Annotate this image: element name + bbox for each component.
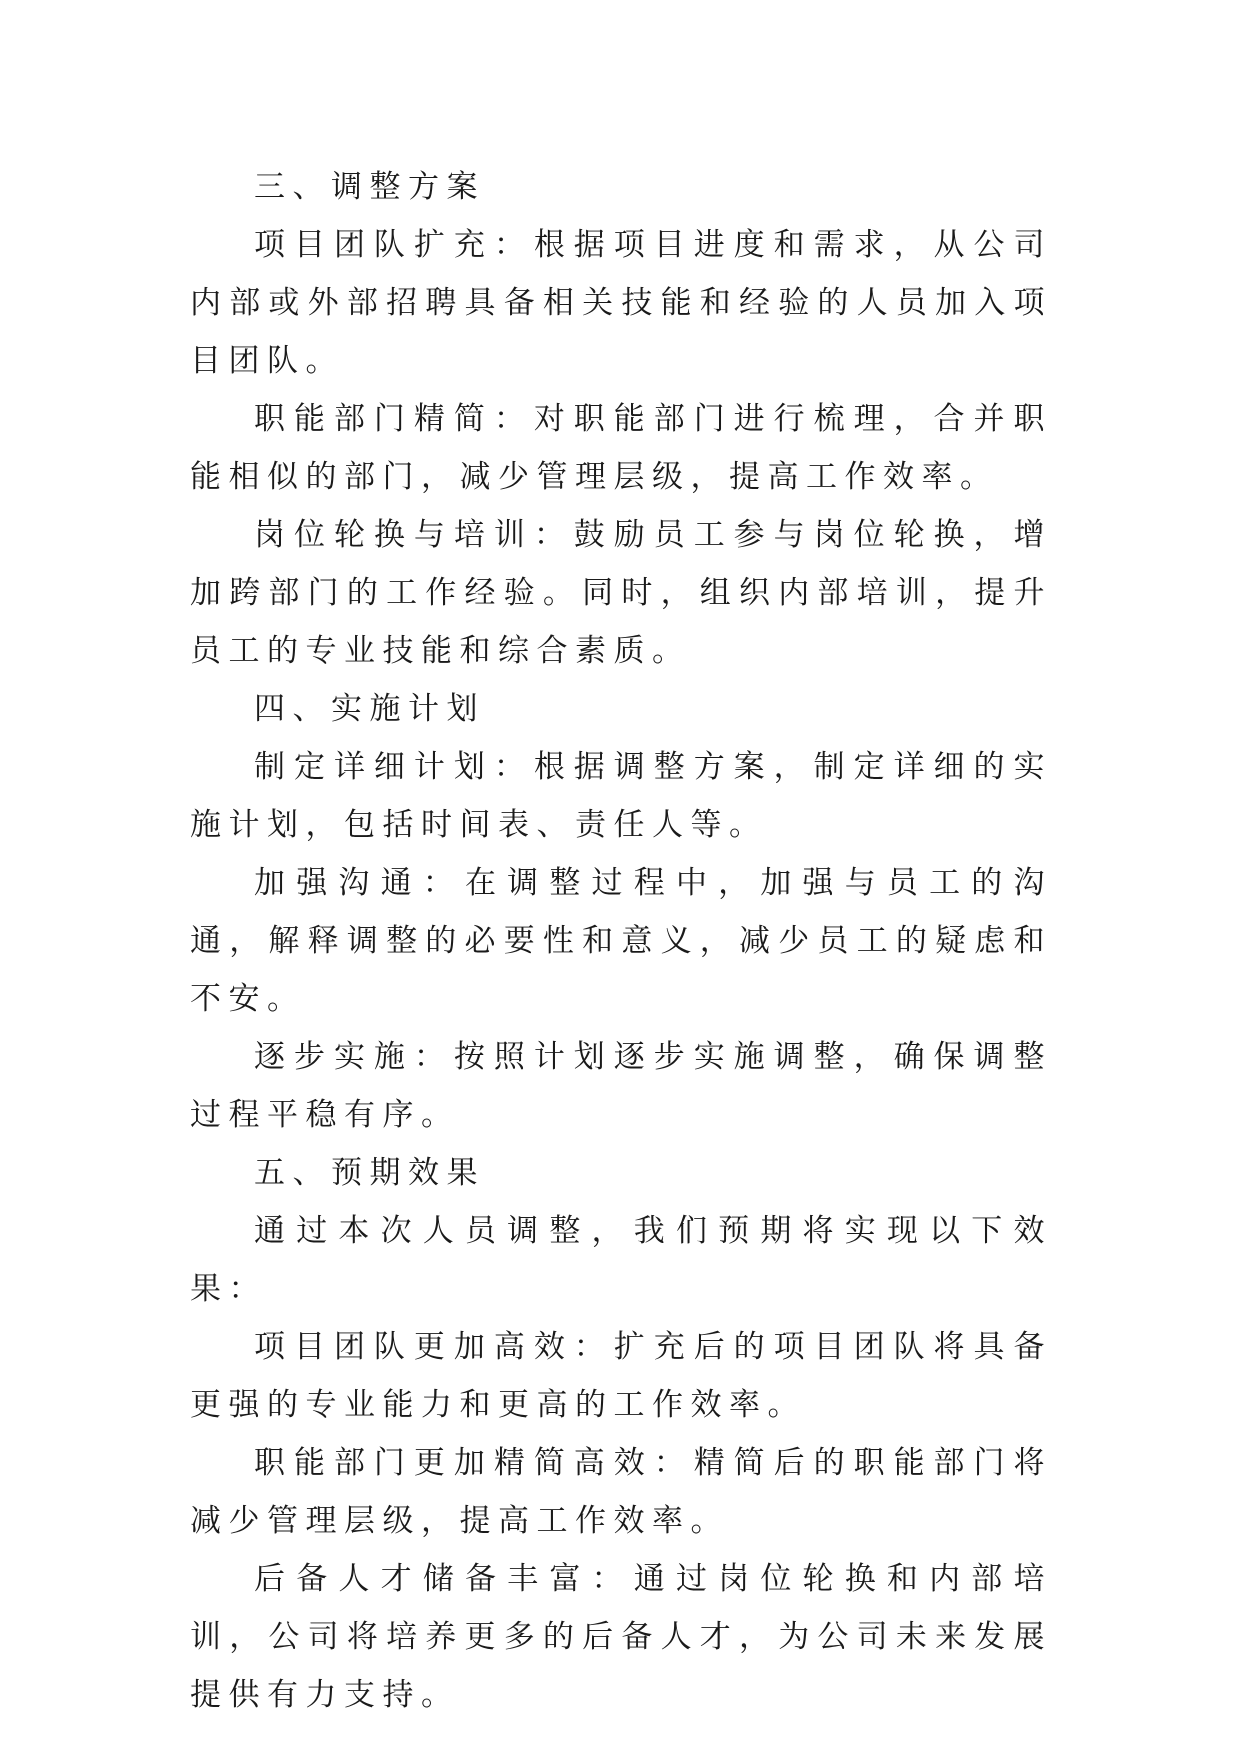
paragraph-department-streamlining: 职能部门精简：对职能部门进行梳理，合并职能相似的部门，减少管理层级，提高工作效率。 [190,401,1052,495]
paragraph-team-expansion: 项目团队扩充：根据项目进度和需求，从公司内部或外部招聘具备相关技能和经验的人员加入项目团队。 [190,227,1052,379]
paragraph-department-efficiency: 职能部门更加精简高效：精简后的职能部门将减少管理层级，提高工作效率。 [190,1445,1052,1539]
paragraph-results-intro: 通过本次人员调整，我们预期将实现以下效果： [190,1213,1052,1307]
paragraph-team-efficiency: 项目团队更加高效：扩充后的项目团队将具备更强的专业能力和更高的工作效率。 [190,1329,1052,1423]
paragraph-gradual-implementation: 逐步实施：按照计划逐步实施调整，确保调整过程平稳有序。 [190,1039,1052,1133]
section-heading-adjustment-plan: 三、调整方案 [254,169,485,205]
paragraph-communication: 加强沟通：在调整过程中，加强与员工的沟通，解释调整的必要性和意义，减少员工的疑虑和不安。 [190,865,1052,1017]
section-heading-expected-results: 五、预期效果 [254,1155,485,1191]
paragraph-talent-reserve: 后备人才储备丰富：通过岗位轮换和内部培训，公司将培养更多的后备人才，为公司未来发展提供有力支持。 [190,1561,1052,1713]
document-body [190,158,1052,1724]
paragraph-detailed-plan: 制定详细计划：根据调整方案，制定详细的实施计划，包括时间表、责任人等。 [190,749,1052,843]
section-heading-implementation-plan: 四、实施计划 [254,691,485,727]
paragraph-rotation-training: 岗位轮换与培训：鼓励员工参与岗位轮换，增加跨部门的工作经验。同时，组织内部培训，提升员工的专业技能和综合素质。 [190,517,1052,669]
